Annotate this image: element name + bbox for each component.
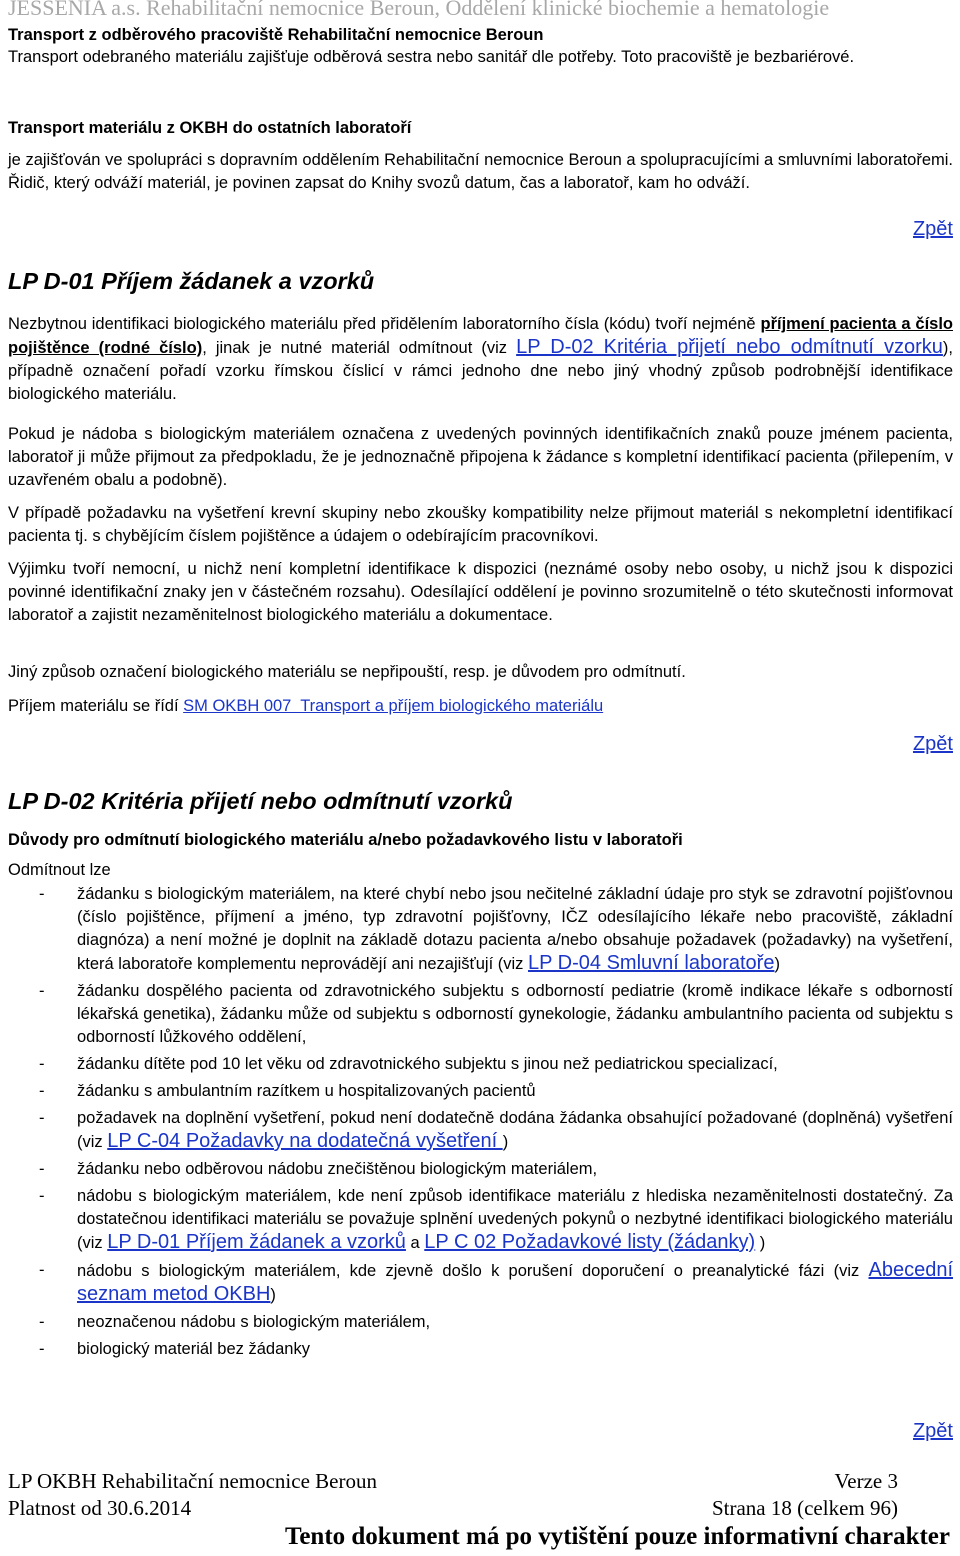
- list-bullet: -: [39, 1109, 45, 1127]
- list-bullet: -: [39, 1160, 45, 1178]
- list-item-link[interactable]: LP D-01 Příjem žádanek a vzorků: [107, 1231, 406, 1253]
- list-item-text: ): [774, 955, 780, 973]
- list-item: [8, 1338, 953, 1361]
- list-item: [8, 1080, 953, 1103]
- footer-notice: Tento dokument má po vytištění pouze informativní charakter: [284, 1523, 950, 1550]
- link-sm-okbh-007[interactable]: SM OKBH 007 Transport a příjem biologického materiálu: [183, 697, 604, 715]
- transport-text: Transport odebraného materiálu zajišťuje odběrová sestra nebo sanitář dle potřeby. Toto pracoviště je bezbariérové.: [8, 48, 855, 66]
- transport-paragraph: je zajišťován ve spolupráci s dopravním oddělením Rehabilitační nemocnice Beroun a spolupracujícími a smluvními laboratořemi. Řidič, který odváží materiál, je povinen zapsat do Knihy svozů datum, čas a laboratoř, kam ho odváží.: [8, 151, 953, 192]
- list-item: [8, 1107, 953, 1154]
- list-item-text: ): [502, 1133, 509, 1151]
- section-d01-paragraph-1: [8, 313, 953, 406]
- rejection-list: [8, 883, 953, 1365]
- list-item-link[interactable]: LP D-04 Smluvní laboratoře: [528, 952, 775, 974]
- footer-page-number: Strana 18 (celkem 96): [711, 1496, 898, 1520]
- section-d01-paragraph-3: V případě požadavku na vyšetření krevní skupiny nebo zkoušky kompatibility nelze přijmout materiál s nekompletní identifikací pacienta tj. s chybějícím číslem pojištěnce a údajem o odebírajícím pracovníkovi.: [8, 504, 953, 545]
- list-bullet: -: [39, 1055, 45, 1073]
- list-item: [8, 1053, 953, 1076]
- list-item-text: žádanku dospělého pacienta od zdravotnického subjektu s odborností pediatrie (kromě indikace lékaře s odborností lékařská genetika), žádanku může od subjektu s odborností gynekologie, žádanku ambulantního pacienta od subjektu s odborností lůžkového oddělení,: [77, 982, 953, 1046]
- list-item-link[interactable]: Abecední seznam metod OKBH: [77, 1259, 953, 1305]
- list-item-text: požadavek na doplnění vyšetření, pokud není dodatečně dodána žádanka obsahující požadované (doplněná) vyšetření (viz: [77, 1109, 953, 1151]
- section-d01-paragraph-2: Pokud je nádoba s biologickým materiálem označena z uvedených povinných identifikačních znaků pouze jménem pacienta, laboratoř ji může přijmout za předpokladu, že je jednoznačně připojena k žádance s kompletní identifikací pacienta (přilepením, v uzavřeném obalu a podobně).: [8, 425, 953, 489]
- p1-text-mid: , jinak je nutné materiál odmítnout (viz: [202, 339, 517, 357]
- list-item-link[interactable]: LP C-04 Požadavky na dodatečná vyšetření: [107, 1130, 503, 1152]
- section-d01-paragraph-6: [8, 695, 953, 718]
- list-item-text: ): [755, 1234, 766, 1252]
- list-item-text: žádanku nebo odběrovou nádobu znečištěnou biologickým materiálem,: [77, 1160, 598, 1178]
- list-bullet: -: [39, 982, 45, 1000]
- link-lp-d02[interactable]: LP D-02 Kritéria přijetí nebo odmítnutí vzorku: [516, 336, 943, 358]
- section-d01-paragraph-4: Výjimku tvoří nemocní, u nichž není kompletní identifikace k dispozici (neznámé osoby nebo osoby, u nichž jsou k dispozici povinné identifikační znaky jen v částečném rozsahu). Odesílající oddělení je povinno srozumitelně o této skutečnosti informovat laboratoř a zajistit nezaměnitelnost biologického materiálu a dokumentace.: [8, 560, 953, 624]
- section-d01-title: LP D-01 Příjem žádanek a vzorků: [8, 268, 375, 294]
- list-bullet: -: [39, 1187, 45, 1205]
- footer-validity: Platnost od 30.6.2014: [8, 1496, 192, 1520]
- transport-heading: Transport z odběrového pracoviště Rehabilitační nemocnice Beroun: [8, 26, 544, 44]
- list-item: [8, 1158, 953, 1181]
- list-bullet: -: [39, 1261, 45, 1279]
- list-item: [8, 1185, 953, 1255]
- list-item-text: neoznačenou nádobu s biologickým materiálem,: [77, 1313, 431, 1331]
- footer-document-name: LP OKBH Rehabilitační nemocnice Beroun: [8, 1469, 377, 1493]
- p1-text-end: ), případně označení pořadí vzorku římskou číslicí v rámci jednoho dne nebo jiný vhodný způsob podrobnější identifikace biologického materiálu.: [8, 339, 954, 403]
- p1-required-id: příjmení pacienta a číslo pojištěnce (rodné číslo): [8, 315, 953, 357]
- list-item-text: žádanku s ambulantním razítkem u hospitalizovaných pacientů: [77, 1082, 536, 1100]
- list-bullet: -: [39, 885, 45, 903]
- list-item-text: ): [270, 1286, 276, 1304]
- list-bullet: -: [39, 1082, 45, 1100]
- list-item: [8, 883, 953, 976]
- section-d01-paragraph-5: Jiný způsob označení biologického materiálu se nepřipouští, resp. je důvodem pro odmítnutí.: [8, 663, 686, 681]
- list-item: [8, 980, 953, 1049]
- list-item-link[interactable]: LP C 02 Požadavkové listy (žádanky): [424, 1231, 756, 1253]
- footer-version: Verze 3: [834, 1469, 898, 1493]
- section-d02-intro: Odmítnout lze: [8, 861, 111, 879]
- list-item: [8, 1311, 953, 1334]
- back-link[interactable]: Zpět: [912, 218, 953, 240]
- list-item-text: nádobu s biologickým materiálem, kde zjevně došlo k porušení doporučení o preanalytické fázi (viz: [77, 1262, 869, 1280]
- section-d02-title: LP D-02 Kritéria přijetí nebo odmítnutí vzorků: [8, 788, 513, 814]
- list-item-text: nádobu s biologickým materiálem, kde není způsob identifikace materiálu z hlediska nezaměnitelnosti dostatečný. Za dostatečnou identifikaci materiálu se považuje splnění uvedených pokynů o nezbytné identifikaci biologického materiálu (viz: [77, 1187, 953, 1252]
- p1-text-start: Nezbytnou identifikaci biologického materiálu před přidělením laboratorního čísla (kódu) tvoří nejméně: [8, 315, 761, 333]
- list-bullet: -: [39, 1313, 45, 1331]
- list-bullet: -: [39, 1340, 45, 1358]
- running-header: JESSENIA a.s. Rehabilitační nemocnice Beroun, Oddělení klinické biochemie a hematologie: [8, 0, 830, 20]
- list-item-text: biologický materiál bez žádanky: [77, 1340, 310, 1358]
- transport-subheading: Transport materiálu z OKBH do ostatních laboratoří: [8, 119, 412, 137]
- section-d02-subtitle: Důvody pro odmítnutí biologického materiálu a/nebo požadavkového listu v laboratoři: [8, 831, 683, 849]
- list-item-text: a: [405, 1234, 425, 1252]
- list-item: [8, 1259, 953, 1307]
- p6-text: Příjem materiálu se řídí: [8, 697, 184, 715]
- list-item-text: žádanku dítěte pod 10 let věku od zdravotnického subjektu s jinou než pediatrickou specializací,: [77, 1055, 778, 1073]
- back-link[interactable]: Zpět: [912, 733, 953, 755]
- back-link[interactable]: Zpět: [912, 1420, 953, 1442]
- list-item-text: žádanku s biologickým materiálem, na které chybí nebo jsou nečitelné základní údaje pro styk se zdravotní pojišťovnou (číslo pojištěnce, příjmení a jméno, typ zdravotní pojišťovny, IČZ odesílajícího lékaře nebo pracoviště, základní diagnóza) a není možné je doplnit na základě dotazu pacienta a/nebo obsahuje požadavek (požadavky) na vyšetření, která laboratoře komplementu neprovádějí ani nezajišťují (viz: [77, 885, 953, 973]
